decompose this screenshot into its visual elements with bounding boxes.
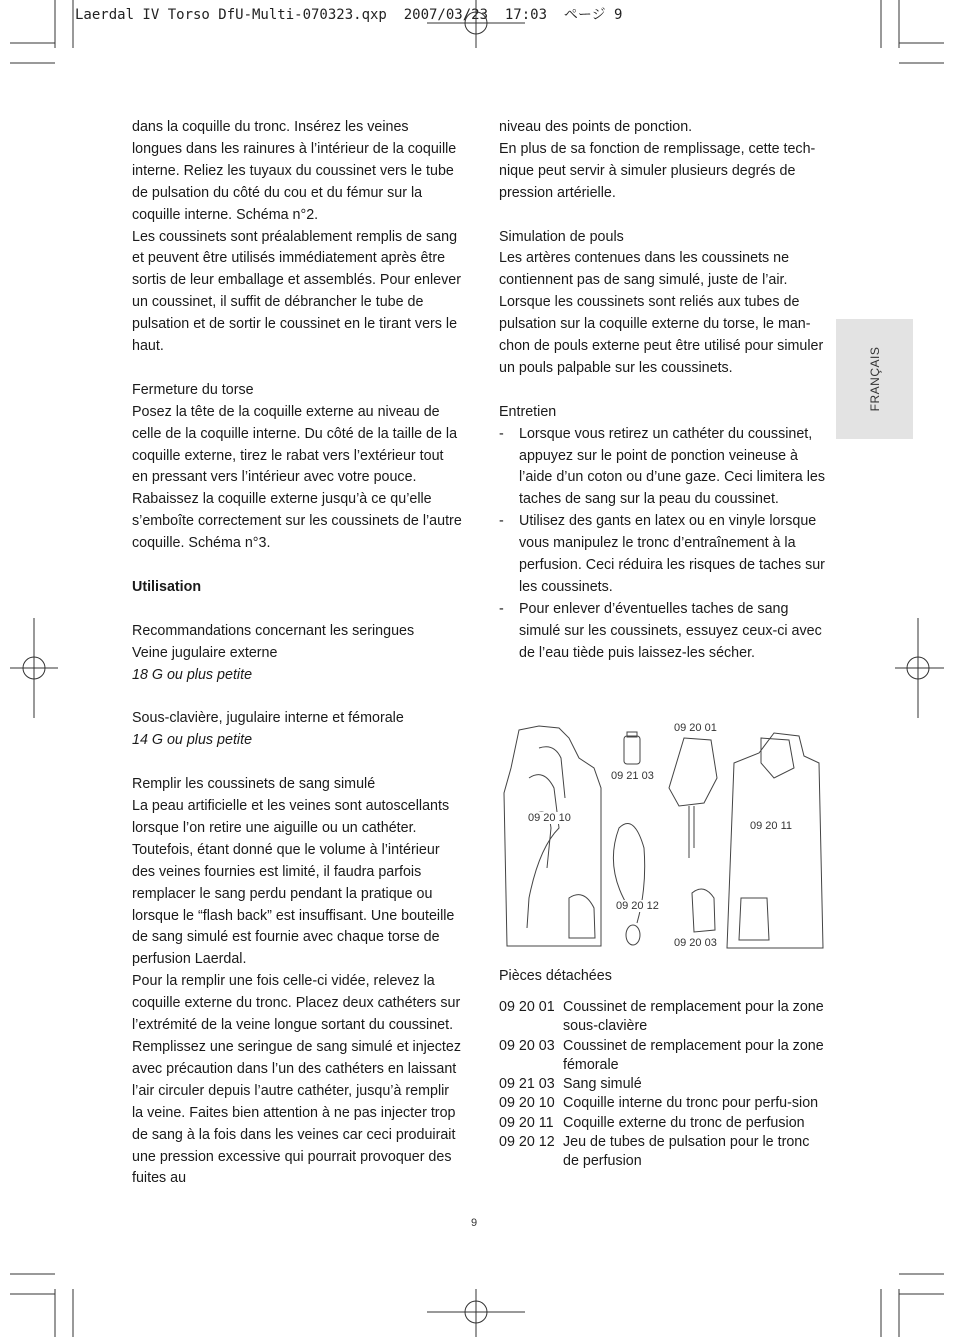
section-heading: Simulation de pouls [499, 228, 624, 245]
paragraph: Posez la tête de la coquille externe au niveau de celle de la coquille interne. Du côté de la taille de la coquille externe, tirez le rabat vers l’extérieur tout en pressant vers l’intérieur avec votre pouce. Rabaissez la coquille externe jusqu’à ce qu’elle s’emboîte correctement sur les coussinets de l’autre coquille. Schéma n°3. [132, 403, 462, 552]
paragraph: Pour la remplir une fois celle-ci vidée, relevez la coquille externe du tronc. Placez deux cathéters sur l’extrémité de la veine longue sortant du coussinet. Remplissez une seringue de sang simulé et injectez avec précaution dans l’un des cathéters en laissant l’air circuler depuis l’autre cathéter, jusqu’à remplir la veine. Faites bien attention à ne pas injecter trop de sang à la fois dans les veines car ceci produirait une pression excessive qui pourrait provoquer des fuites au [132, 973, 462, 1187]
list-item-text: Utilisez des gants en latex ou en vinyle lorsque vous manipulez le tronc d’entraînement à la perfusion. Ceci réduira les risques de taches sur les coussinets. [519, 513, 825, 595]
figure-label: 09 20 03 [674, 937, 717, 949]
parts-drawing [499, 718, 829, 953]
list-item: - Utilisez des gants en latex ou en vinyle lorsque vous manipulez le tronc d’entraînement à la perfusion. Ceci réduira les risques de taches sur les coussinets. [499, 513, 825, 595]
section-heading: Recommandations concernant les seringues [132, 622, 415, 639]
list-item: - Pour enlever d’éventuelles taches de sang simulé sur les coussinets, essuyez ceux-ci avec de l’eau tiède puis laissez-les sécher. [499, 600, 822, 661]
language-tab-label: FRANÇAIS [867, 346, 882, 412]
paragraph: En plus de sa fonction de remplissage, cette tech-nique peut servir à simuler plusieurs degrés de pression artérielle. [499, 140, 816, 201]
gauge-note: 14 G ou plus petite [132, 732, 253, 749]
part-description: Coquille externe du tronc de perfusion [563, 1114, 805, 1131]
list-item-text: Lorsque vous retirez un cathéter du coussinet, appuyez sur le point de ponction veineuse à l’aide d’un coton ou d’une gaze. Ceci limitera les taches de sang sur la peau du coussinet. [519, 425, 825, 508]
part-code: 09 20 03 [499, 1037, 555, 1054]
part-row [499, 1114, 829, 1133]
part-description: Sang simulé [563, 1076, 642, 1093]
part-row [499, 1075, 829, 1094]
section-heading-bold: Utilisation [132, 579, 202, 595]
figure-label: 09 20 11 [750, 820, 793, 832]
paragraph: Sous-clavière, jugulaire interne et fémorale [132, 710, 404, 727]
language-tab [836, 319, 913, 439]
section-heading: Remplir les coussinets de sang simulé [132, 776, 376, 793]
spare-parts-title: Pièces détachées [499, 968, 612, 984]
part-row [499, 1133, 829, 1172]
part-code: 09 20 11 [499, 1114, 554, 1131]
spare-parts-list [499, 966, 829, 1172]
part-description: Coussinet de remplacement pour la zone sous-clavière [563, 999, 824, 1035]
part-code: 09 20 01 [499, 999, 555, 1015]
part-code: 09 21 03 [499, 1076, 555, 1093]
part-row [499, 998, 829, 1037]
print-header: Laerdal IV Torso DfU-Multi-070323.qxp 2007/03/23 17:03 ページ 9 [75, 7, 623, 23]
figure-label: 09 20 12 [616, 900, 659, 912]
left-column [132, 117, 462, 1190]
section-heading: Fermeture du torse [132, 381, 254, 398]
paragraph: Les coussinets sont préalablement remplis de sang et peuvent être utilisés immédiatement après être sortis de leur emballage et assemblés. Pour enlever un coussinet, il suffit de débrancher le tube de pulsation et de sortir le coussinet en le tirant vers le haut. [132, 228, 461, 355]
list-item: - Lorsque vous retirez un cathéter du coussinet, appuyez sur le point de ponction veineuse à l’aide d’un coton ou d’une gaze. Ceci limitera les taches de sang sur la peau du coussinet. [499, 425, 825, 508]
part-code: 09 20 12 [499, 1134, 555, 1151]
part-description: Jeu de tubes de pulsation pour le tronc de perfusion [563, 1134, 810, 1170]
part-code: 09 20 10 [499, 1095, 555, 1112]
list-item-text: Pour enlever d’éventuelles taches de sang simulé sur les coussinets, essuyez ceux-ci avec de l’eau tiède puis laissez-les sécher. [519, 600, 822, 661]
parts-illustration [499, 718, 829, 953]
part-row [499, 1037, 829, 1076]
section-heading: Entretien [499, 403, 557, 420]
part-description: Coussinet de remplacement pour la zone fémorale [563, 1037, 824, 1073]
figure-label: 09 20 10 [528, 812, 571, 824]
paragraph: La peau artificielle et les veines sont autoscellants lorsque l’on retire une aiguille ou un cathéter. Toutefois, étant donné que le volume à l’intérieur des veines fournies est limité, il faudra parfois remplacer le sang perdu pendant la pratique ou lorsque le “flash back” est insuffisant. Une bouteille de sang simulé est fournie avec chaque torse de perfusion Laerdal. [132, 798, 455, 968]
paragraph: niveau des points de ponction. [499, 119, 693, 135]
part-row [499, 1094, 829, 1113]
paragraph: dans la coquille du tronc. Insérez les veines longues dans les rainures à l’intérieur de la coquille interne. Reliez les tuyaux du coussinet vers le tube de pulsation du côté du cou et du fémur sur la coquille interne. Schéma n°2. [132, 119, 457, 223]
part-description: Coquille interne du tronc pour perfu-sion [563, 1095, 819, 1112]
paragraph: Veine jugulaire externe [132, 644, 278, 661]
figure-label: 09 20 01 [674, 722, 717, 734]
gauge-note: 18 G ou plus petite [132, 666, 253, 683]
paragraph: Les artères contenues dans les coussinets ne contiennent pas de sang simulé, juste de l’air. Lorsque les coussinets sont reliés aux tubes de pulsation sur la coquille externe du torse, le man-chon de pouls externe peut être utilisé pour simuler un pouls palpable sur les coussinets. [499, 250, 824, 376]
right-column [499, 117, 829, 665]
figure-label: 09 21 03 [611, 770, 654, 782]
page-number: 9 [471, 1217, 478, 1229]
